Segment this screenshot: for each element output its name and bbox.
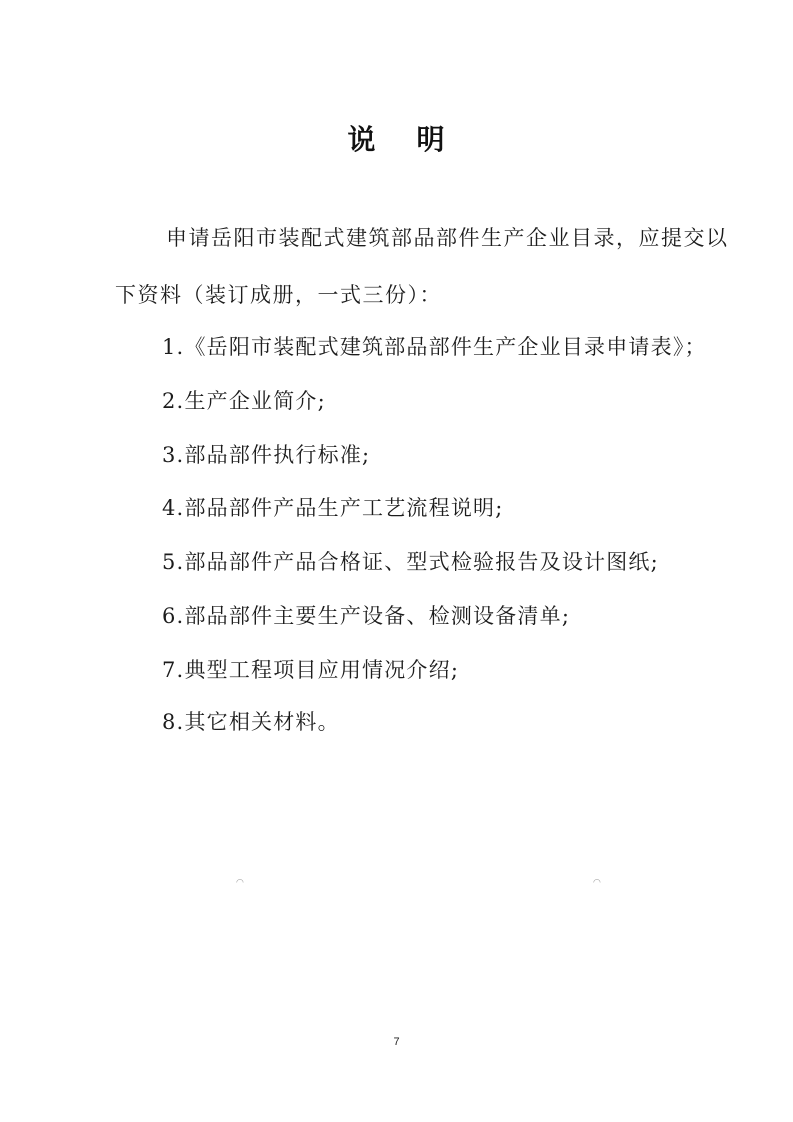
list-item-text: 部品部件产品生产工艺流程说明; [184,496,504,520]
list-item-number: 5. [162,550,185,574]
scan-mark: ◠ [236,878,244,888]
list-item-text: 其它相关材料。 [184,710,340,734]
list-item [162,388,326,414]
list-item [162,495,504,521]
page-number: 7 [393,1036,400,1048]
list-item [162,709,340,735]
scan-mark: ◠ [593,878,601,888]
list-item-number: 3. [162,443,185,467]
list-item-number: 2. [162,389,185,413]
list-item [162,657,459,683]
page-title [0,118,793,158]
intro-line-1: 申请岳阳市装配式建筑部品部件生产企业目录，应提交以 [166,226,729,250]
list-item-number: 4. [162,496,185,520]
list-item-text: 典型工程项目应用情况介绍; [184,658,460,682]
list-item-text: 《岳阳市装配式建筑部品部件生产企业目录申请表》； [184,335,707,359]
list-item-number: 1. [162,335,185,359]
list-item-text: 部品部件主要生产设备、检测设备清单; [184,604,571,628]
list-item-text: 生产企业简介; [184,389,326,413]
title-char-2: 明 [416,123,446,156]
list-item [162,334,707,360]
list-item-number: 6. [162,604,185,628]
list-item-number: 8. [162,710,185,734]
list-item-text: 部品部件执行标准; [184,443,371,467]
list-item-text: 部品部件产品合格证、型式检验报告及设计图纸; [184,550,659,574]
list-item [162,442,370,468]
title-char-1: 说 [347,123,377,156]
list-item-number: 7. [162,658,185,682]
list-item [162,603,570,629]
list-item [162,549,659,575]
intro-line-2: 下资料（装订成册，一式三份）： [115,283,442,307]
